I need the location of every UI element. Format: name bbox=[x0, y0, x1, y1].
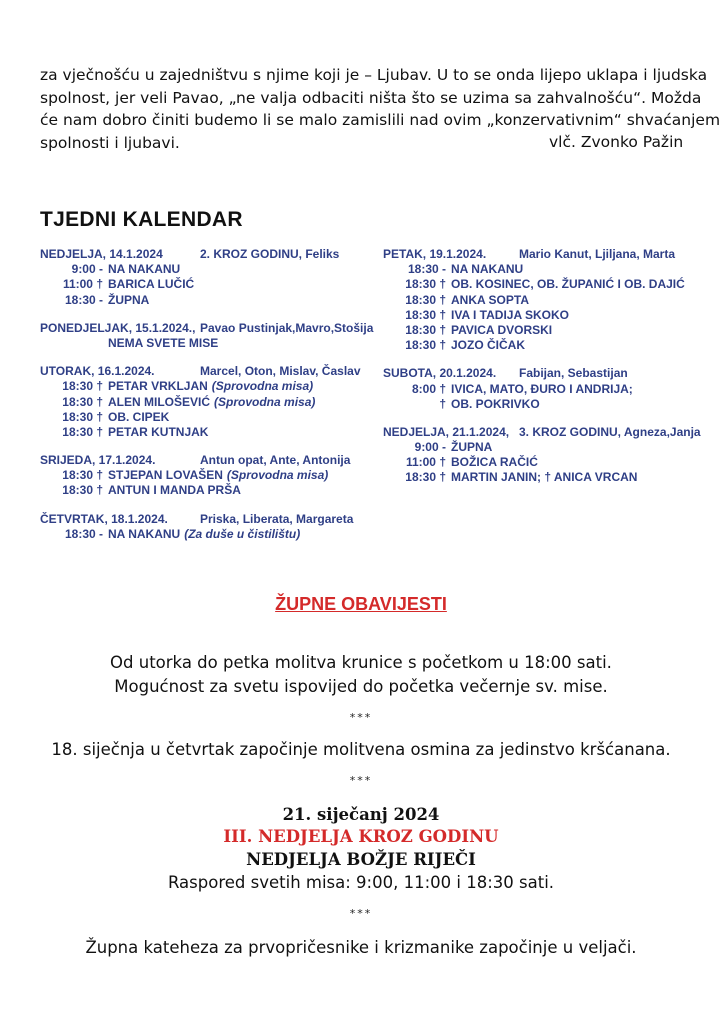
mass-intention: OB. KOSINEC, OB. ŽUPANIĆ I OB. DAJIĆ bbox=[451, 277, 685, 292]
mass-note: (Sprovodna misa) bbox=[214, 394, 316, 409]
calendar-day-saints: Pavao Pustinjak,Mavro,Stošija bbox=[200, 320, 374, 335]
intro-line: spolnost, jer veli Pavao, „ne valja odbaciti ništa što se uzima sa zahvalnošću“. Možda bbox=[40, 88, 702, 107]
mass-time: 18:30 † bbox=[62, 483, 103, 498]
weekly-calendar-title: TJEDNI KALENDAR bbox=[40, 208, 243, 231]
mass-time: 18:30 - bbox=[64, 526, 103, 541]
mass-intention: NA NAKANU bbox=[108, 262, 181, 277]
mass-time: † bbox=[439, 396, 446, 411]
word-of-god-sunday: NEDJELJA BOŽJE RIJEČI bbox=[246, 850, 476, 869]
mass-time: 18:30 † bbox=[62, 379, 103, 394]
calendar-day bbox=[40, 247, 370, 308]
mass-intention: NA NAKANU bbox=[108, 526, 181, 541]
mass-entry bbox=[383, 308, 703, 323]
parish-announcements-title bbox=[0, 594, 722, 615]
mass-schedule: Raspored svetih misa: 9:00, 11:00 i 18:30 sati. bbox=[167, 873, 555, 892]
mass-time: 18:30 † bbox=[62, 468, 103, 483]
mass-entry bbox=[40, 468, 370, 483]
calendar-day-saints: 2. KROZ GODINU, Feliks bbox=[200, 247, 340, 261]
mass-intention: NA NAKANU bbox=[451, 262, 524, 277]
mass-entry bbox=[383, 338, 703, 353]
rosary-announcement: Od utorka do petka molitva krunice s početkom u 18:00 sati. bbox=[110, 653, 612, 672]
mass-time: 18:30 † bbox=[62, 409, 103, 424]
sunday-title-red: III. NEDJELJA KROZ GODINU bbox=[223, 827, 499, 846]
mass-entry bbox=[40, 379, 370, 394]
mass-intention: BOŽICA RAČIĆ bbox=[451, 455, 538, 470]
mass-time: 18:30 † bbox=[405, 338, 446, 353]
mass-entry bbox=[383, 440, 703, 455]
separator-stars: *** bbox=[349, 907, 373, 920]
calendar-day-header bbox=[40, 512, 370, 527]
mass-entry bbox=[40, 262, 370, 277]
calendar-day-header bbox=[40, 364, 370, 379]
mass-entry bbox=[40, 483, 370, 498]
calendar-day bbox=[383, 366, 703, 412]
calendar-day-date: PETAK, 19.1.2024. bbox=[383, 247, 487, 261]
mass-time: 18:30 † bbox=[405, 307, 446, 322]
separator-stars: *** bbox=[349, 711, 373, 724]
calendar-day bbox=[383, 247, 703, 353]
calendar-day-saints: Marcel, Oton, Mislav, Časlav bbox=[200, 364, 361, 379]
intro-text bbox=[40, 64, 721, 154]
calendar-day bbox=[383, 425, 703, 486]
mass-intention: STJEPAN LOVAŠEN bbox=[108, 468, 223, 483]
calendar-day bbox=[40, 512, 370, 542]
mass-time: 18:30 † bbox=[62, 394, 103, 409]
octave-announcement: 18. siječnja u četvrtak započinje molitvena osmina za jedinstvo kršćanana. bbox=[51, 740, 671, 759]
calendar-day bbox=[40, 320, 374, 351]
mass-time: 18:30 † bbox=[405, 470, 446, 485]
mass-intention: PETAR KUTNJAK bbox=[108, 424, 209, 439]
mass-intention: ANTUN I MANDA PRŠA bbox=[108, 483, 241, 498]
mass-entry bbox=[40, 425, 370, 440]
mass-entry bbox=[40, 277, 370, 292]
mass-intention: ŽUPNA bbox=[451, 440, 493, 455]
calendar-day bbox=[40, 453, 370, 499]
mass-intention: JOZO ČIČAK bbox=[451, 338, 526, 353]
mass-time: 18:30 - bbox=[407, 262, 446, 277]
calendar-day-saints: Priska, Liberata, Margareta bbox=[200, 511, 354, 526]
mass-entry bbox=[383, 470, 703, 485]
calendar-right-column bbox=[383, 247, 703, 499]
calendar-day-header bbox=[40, 320, 374, 336]
mass-entry bbox=[40, 293, 370, 308]
confession-announcement: Mogućnost za svetu ispovijed do početka večernje sv. mise. bbox=[114, 677, 608, 696]
mass-intention: OB. CIPEK bbox=[108, 409, 170, 424]
calendar-day-saints: 3. KROZ GODINU, Agneza,Janja bbox=[519, 424, 701, 439]
calendar-left-column bbox=[40, 247, 374, 555]
sunday-date: 21. siječanj 2024 bbox=[282, 805, 440, 824]
mass-intention: IVICA, MATO, ĐURO I ANDRIJA; bbox=[451, 381, 633, 396]
calendar-day-header bbox=[383, 366, 703, 381]
calendar-day-header bbox=[383, 425, 703, 440]
mass-entry bbox=[383, 382, 703, 397]
mass-entry bbox=[40, 410, 370, 425]
calendar-day-date: SUBOTA, 20.1.2024. bbox=[383, 366, 497, 381]
mass-intention: MARTIN JANIN; † ANICA VRCAN bbox=[451, 470, 638, 485]
mass-entry bbox=[383, 277, 703, 292]
mass-time: 9:00 - bbox=[71, 262, 103, 277]
mass-intention: ŽUPNA bbox=[108, 292, 150, 307]
mass-intention: NEMA SVETE MISE bbox=[108, 335, 219, 350]
mass-entry bbox=[40, 336, 370, 351]
mass-time: 8:00 † bbox=[411, 381, 446, 396]
mass-intention: IVA I TADIJA SKOKO bbox=[451, 307, 570, 322]
calendar-day-date: NEDJELJA, 14.1.2024 bbox=[40, 247, 163, 261]
mass-time: 18:30 - bbox=[64, 292, 103, 307]
calendar-day-date: NEDJELJA, 21.1.2024, bbox=[383, 424, 510, 439]
mass-intention: ALEN MILOŠEVIĆ bbox=[108, 394, 211, 409]
intro-line: će nam dobro činiti budemo li se malo zamislili nad ovim „konzervativnim“ shvaćanjem bbox=[40, 111, 721, 129]
mass-time: 18:30 † bbox=[62, 424, 103, 439]
mass-entry bbox=[40, 527, 370, 542]
separator-stars: *** bbox=[349, 774, 373, 787]
mass-time: 11:00 † bbox=[62, 277, 103, 292]
calendar-day-saints: Fabijan, Sebastijan bbox=[519, 366, 628, 381]
mass-time: 9:00 - bbox=[414, 440, 446, 455]
mass-intention: ANKA SOPTA bbox=[451, 292, 529, 307]
calendar-day-date: UTORAK, 16.1.2024. bbox=[40, 364, 155, 379]
intro-line: spolnosti i ljubavi. bbox=[40, 133, 180, 152]
calendar-day-date: ČETVRTAK, 18.1.2024. bbox=[40, 511, 168, 526]
mass-note: (Za duše u čistilištu) bbox=[184, 526, 301, 541]
mass-time: 18:30 † bbox=[405, 292, 446, 307]
mass-entry bbox=[383, 455, 703, 470]
mass-entry bbox=[40, 395, 370, 410]
parish-announcements-title-text: ŽUPNE OBAVIJESTI bbox=[275, 594, 447, 614]
author-signature: vlč. Zvonko Pažin bbox=[549, 133, 684, 151]
mass-time: 18:30 † bbox=[405, 322, 446, 337]
mass-intention: PETAR VRKLJAN bbox=[108, 379, 208, 394]
mass-intention: PAVICA DVORSKI bbox=[451, 322, 553, 337]
calendar-day-saints: Antun opat, Ante, Antonija bbox=[200, 453, 351, 468]
calendar-day-saints: Mario Kanut, Ljiljana, Marta bbox=[519, 247, 676, 261]
mass-note: (Sprovodna misa) bbox=[211, 379, 314, 394]
mass-time: 18:30 † bbox=[405, 277, 446, 292]
calendar-day-date: SRIJEDA, 17.1.2024. bbox=[40, 453, 156, 468]
calendar-day-header bbox=[383, 247, 703, 262]
mass-intention: BARICA LUČIĆ bbox=[108, 277, 195, 292]
mass-intention: OB. POKRIVKO bbox=[451, 396, 540, 411]
mass-time: 11:00 † bbox=[405, 455, 446, 470]
calendar-day-header bbox=[40, 247, 370, 262]
calendar-day-date: PONEDJELJAK, 15.1.2024., bbox=[40, 320, 196, 335]
intro-line: za vječnošću u zajedništvu s njime koji je – Ljubav. U to se onda lijepo uklapa i ljudska bbox=[40, 66, 708, 84]
calendar-day-header bbox=[40, 453, 370, 468]
mass-note: (Sprovodna misa) bbox=[226, 468, 329, 483]
mass-entry bbox=[383, 262, 703, 277]
calendar-day bbox=[40, 364, 370, 440]
mass-entry bbox=[383, 293, 703, 308]
mass-entry bbox=[383, 397, 703, 412]
catechesis-announcement: Župna kateheza za prvopričesnike i krizmanike započinje u veljači. bbox=[85, 938, 637, 957]
mass-entry bbox=[383, 323, 703, 338]
